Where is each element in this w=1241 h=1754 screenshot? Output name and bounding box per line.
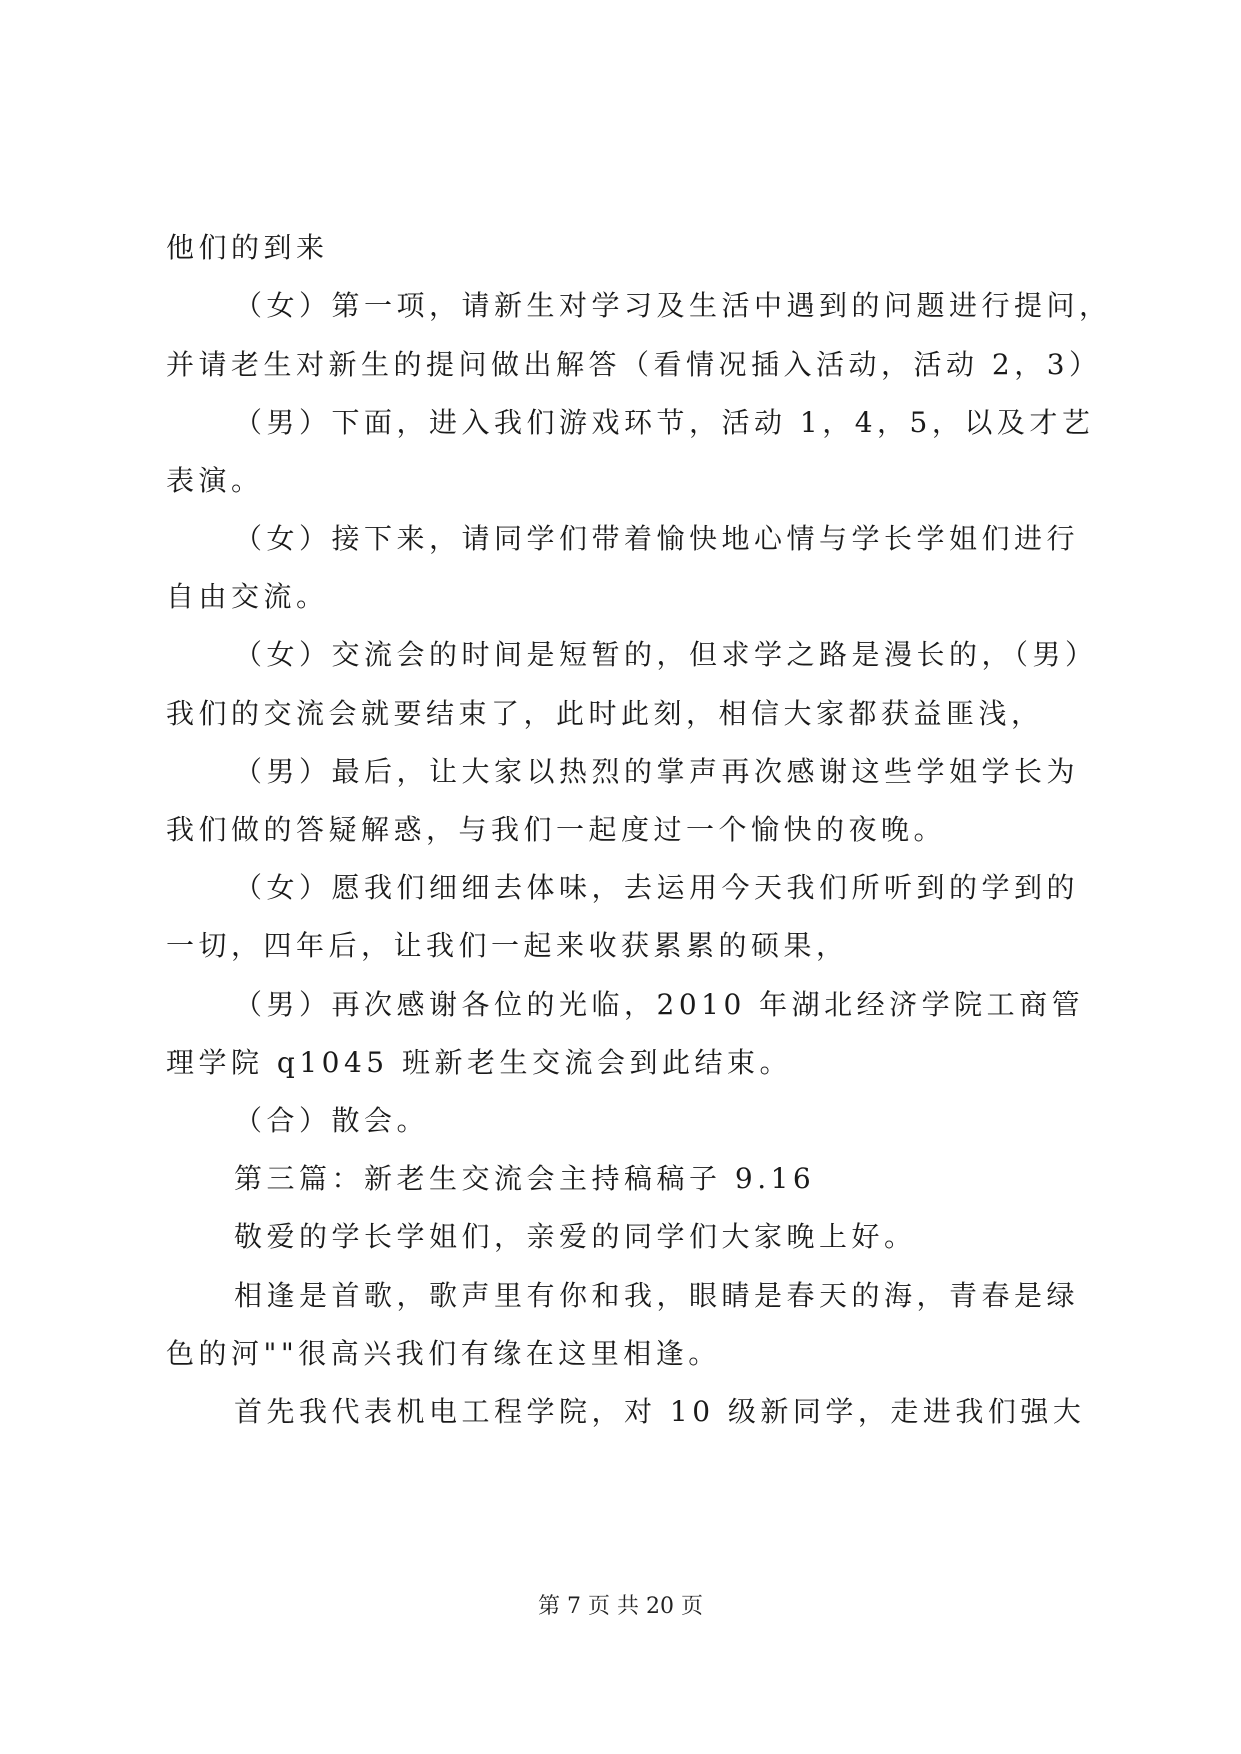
text-line: 我们的交流会就要结束了，此时此刻，相信大家都获益匪浅， bbox=[166, 697, 1044, 730]
text-line: 他们的到来 bbox=[166, 231, 329, 264]
text-line: 一切，四年后，让我们一起来收获累累的硕果， bbox=[166, 929, 849, 962]
text-line: （女）交流会的时间是短暂的，但求学之路是漫长的，（男） bbox=[234, 638, 1098, 671]
text-line: 相逢是首歌，歌声里有你和我，眼睛是春天的海，青春是绿 bbox=[234, 1279, 1080, 1312]
text-line: 理学院 q1045 班新老生交流会到此结束。 bbox=[166, 1046, 792, 1079]
text-line: 色的河""很高兴我们有缘在这里相逢。 bbox=[166, 1337, 721, 1370]
text-line: 首先我代表机电工程学院，对 10 级新同学，走进我们强大 bbox=[234, 1395, 1086, 1428]
text-line: 自由交流。 bbox=[166, 580, 329, 613]
text-line: （男）再次感谢各位的光临，2010 年湖北经济学院工商管 bbox=[234, 988, 1085, 1021]
section-heading: 第三篇：新老生交流会主持稿稿子 9.16 bbox=[234, 1162, 816, 1195]
text-line: 敬爱的学长学姐们，亲爱的同学们大家晚上好。 bbox=[234, 1220, 917, 1253]
text-line: （男）下面，进入我们游戏环节，活动 1，4，5，以及才艺 bbox=[234, 406, 1095, 439]
text-line: （女）第一项，请新生对学习及生活中遇到的问题进行提问， bbox=[234, 289, 1112, 322]
text-line: 表演。 bbox=[166, 464, 264, 497]
text-line: 并请老生对新生的提问做出解答（看情况插入活动，活动 2，3） bbox=[166, 348, 1102, 381]
text-line: （合）散会。 bbox=[234, 1104, 430, 1137]
text-line: （女）接下来，请同学们带着愉快地心情与学长学姐们进行 bbox=[234, 522, 1080, 555]
page-number-footer: 第 7 页 共 20 页 bbox=[538, 1594, 703, 1619]
text-line: （男）最后，让大家以热烈的掌声再次感谢这些学姐学长为 bbox=[234, 755, 1080, 788]
text-line: （女）愿我们细细去体味，去运用今天我们所听到的学到的 bbox=[234, 871, 1080, 904]
text-line: 我们做的答疑解惑，与我们一起度过一个愉快的夜晚。 bbox=[166, 813, 947, 846]
